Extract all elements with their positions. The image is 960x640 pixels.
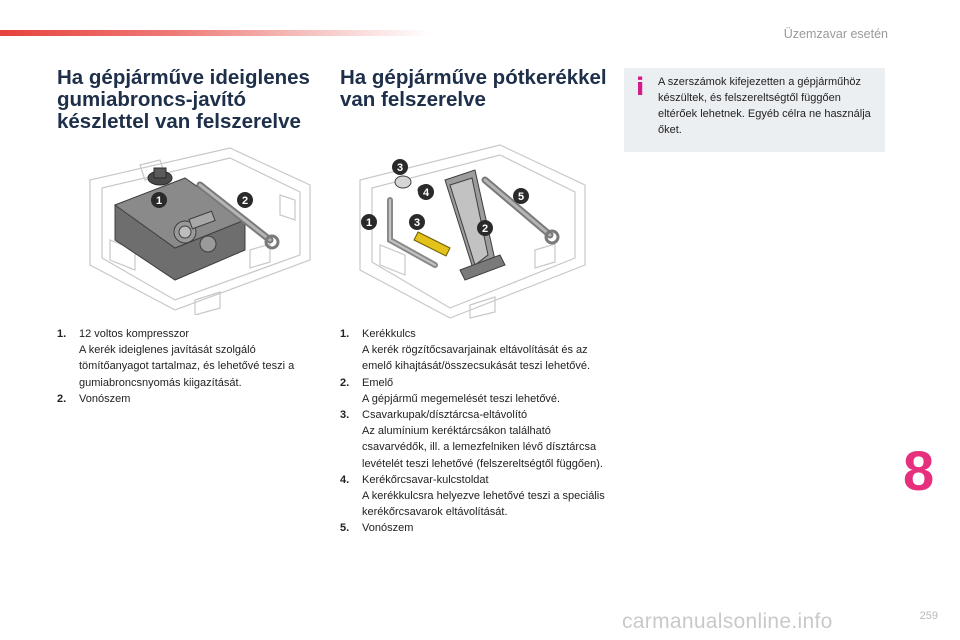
svg-text:3: 3 [396,162,404,174]
list-item: 1. 12 voltos kompresszor A kerék ideiglenes javítását szolgáló tömítőanyagot tartalmaz, és lehetővé teszi a gumiabroncsnyomás kiigazítását. [57,326,319,391]
item-desc: A kerék ideiglenes javítását szolgáló tömítőanyagot tartalmaz, és lehetővé teszi a gumiabroncsnyomás kiigazítását. [79,344,295,389]
svg-text:4: 4 [422,187,430,199]
right-tool-list [340,326,608,537]
item-title: Csavarkupak/dísztárcsa-eltávolító [362,409,528,422]
item-title: Vonószem [362,522,414,535]
callout-badge-4 [418,184,434,200]
svg-text:2: 2 [241,195,249,207]
item-desc: A gépjármű megemelését teszi lehetővé. [362,392,561,405]
item-title: 12 voltos kompresszor [79,328,190,340]
item-title: Emelő [362,376,394,389]
list-item: 5. Vonószem [340,520,608,536]
list-item: 2. Vonószem [57,391,319,407]
callout-badge-3-top [392,159,408,175]
callout-badge-1 [361,214,377,230]
header-accent-bar [0,30,430,36]
section-title: Üzemzavar esetén [783,27,888,41]
item-title: Kerékkulcs [362,328,416,340]
chapter-number: 8 [903,439,935,502]
callout-badge-2 [477,220,493,236]
item-desc: Az alumínium keréktárcsákon található csavarvédők, ill. a lemezfelniken lévő dísztárcsa levételét teszi lehetővé (felszereltségtől függően). [362,425,603,470]
item-desc: A kerék rögzítőcsavarjainak eltávolítását és az emelő kihajtását/összecsukását teszi lehetővé. [362,344,591,373]
right-heading: Ha gépjárműve pótkerékkel van felszerelve [340,66,607,111]
left-tool-list [57,326,319,407]
page-number: 259 [919,610,938,622]
info-text: A szerszámok kifejezetten a gépjárműhöz készültek, és felszereltségtől függően eltérőek lehetnek. Egyéb célra ne használja őket. [658,76,871,136]
svg-text:5: 5 [517,191,525,203]
callout-badge-5 [513,188,529,204]
svg-text:3: 3 [413,217,421,229]
item-title: Vonószem [79,392,131,405]
svg-text:2: 2 [481,223,489,235]
callout-badge-1 [151,192,167,208]
left-heading: Ha gépjárműve ideiglenes gumiabroncs-javító készlettel van felszerelve [57,66,310,133]
item-desc: A kerékkulcsra helyezve lehetővé teszi a speciális kerékőrcsavarok eltávolítását. [362,490,605,519]
list-item: 2. Emelő A gépjármű megemelését teszi lehetővé. [340,375,608,407]
callout-badge-3-bottom [409,214,425,230]
info-icon: i [636,73,645,101]
list-item: 3. Csavarkupak/dísztárcsa-eltávolító Az alumínium keréktárcsákon található csavarvédők, ill. a lemezfelniken lévő dísztárcsa levételét teszi lehetővé (felszereltségtől függően). [340,407,608,472]
watermark: carmanualsonline.info [622,610,833,633]
repair-kit-illustration [80,140,315,315]
info-box [624,68,885,152]
svg-text:1: 1 [155,195,163,207]
list-item: 1. Kerékkulcs A kerék rögzítőcsavarjainak eltávolítását és az emelő kihajtását/összecsukását teszi lehetővé. [340,326,608,375]
spare-wheel-tools-illustration [350,140,590,320]
callout-badge-2 [237,192,253,208]
svg-text:1: 1 [365,217,373,229]
item-title: Kerékőrcsavar-kulcstoldat [362,473,489,486]
list-item: 4. Kerékőrcsavar-kulcstoldat A kerékkulcsra helyezve lehetővé teszi a speciális kerékőrcsavarok eltávolítását. [340,472,608,521]
